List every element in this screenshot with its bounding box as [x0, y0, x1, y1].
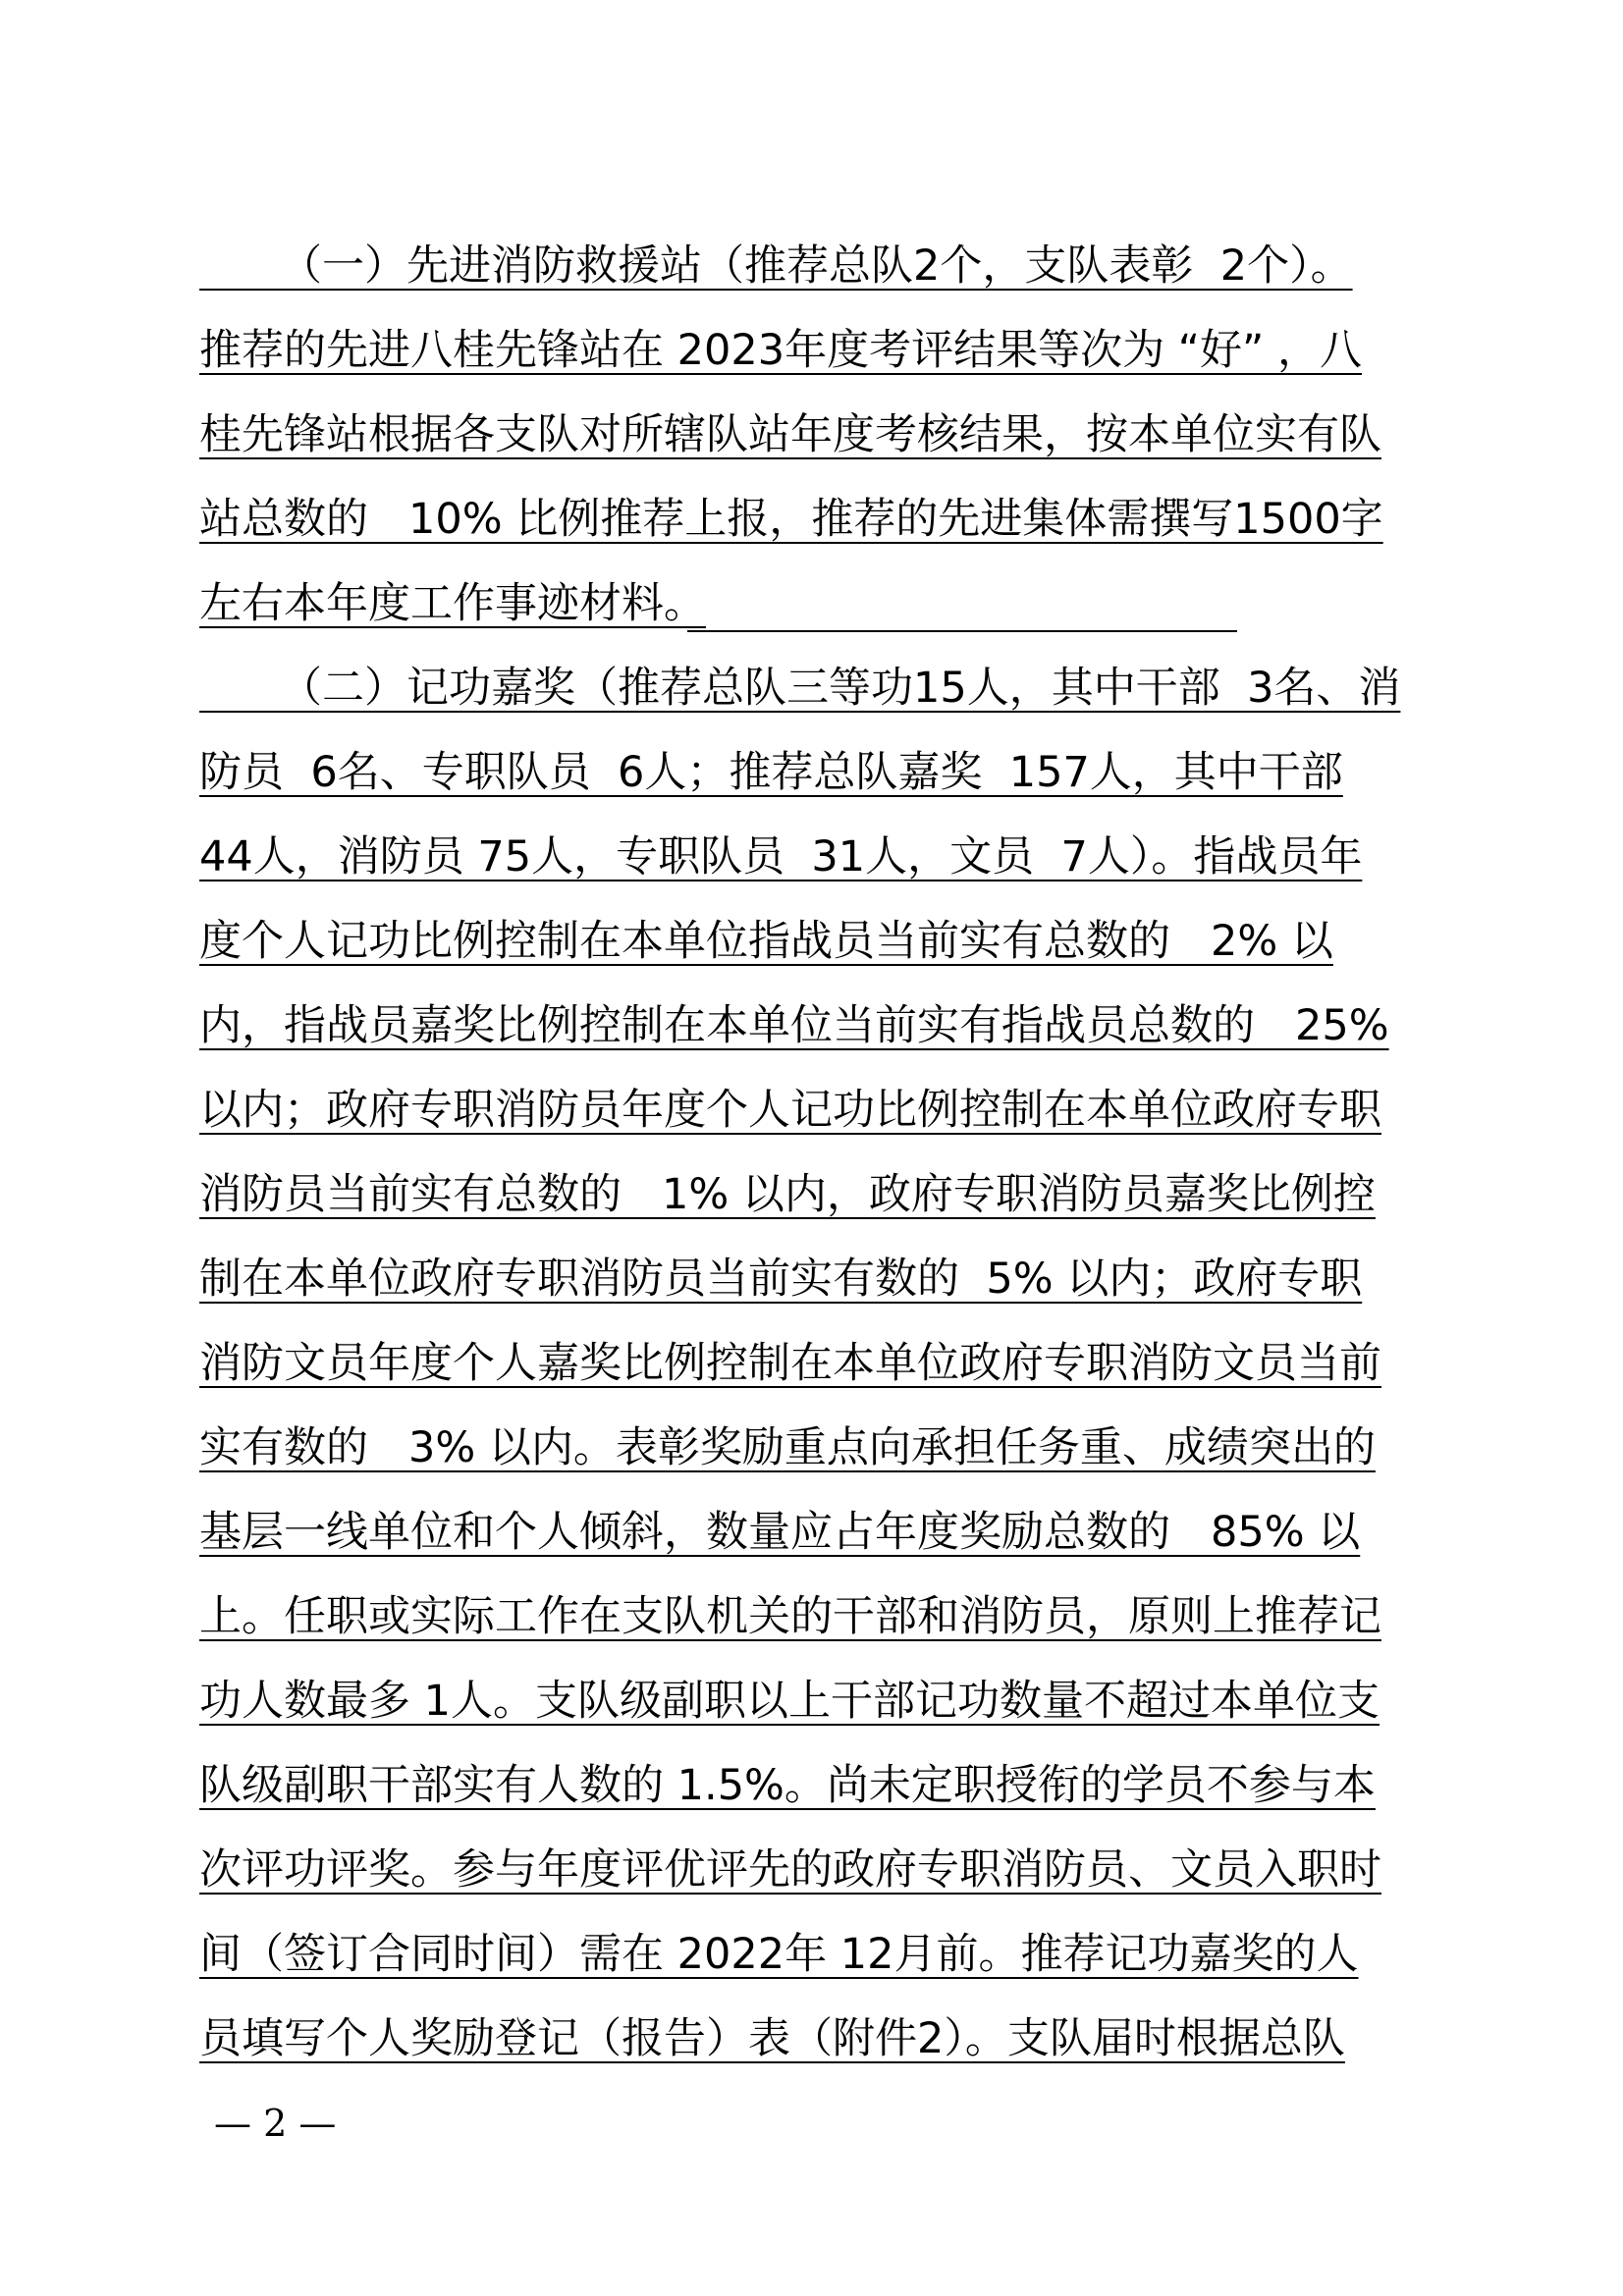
text-line-3: 桂先锋站根据各支队对所辖队站年度考核结果，按本单位实有队 — [199, 410, 1381, 459]
underline-filler — [687, 630, 1237, 632]
text-line-11: 以内；政府专职消防员年度个人记功比例控制在本单位政府专职 — [199, 1086, 1381, 1135]
text-line-9: 度个人记功比例控制在本单位指战员当前实有总数的 2% 以 — [199, 917, 1333, 966]
text-line-20: 次评功评奖。参与年度评优评先的政府专职消防员、文员入职时 — [199, 1845, 1381, 1895]
text-line-15: 实有数的 3% 以内。表彰奖励重点向承担任务重、成绩突出的 — [199, 1423, 1376, 1472]
page-number: — 2 — — [214, 2102, 337, 2145]
text-line-13: 制在本单位政府专职消防员当前实有数的 5% 以内；政府专职 — [199, 1255, 1363, 1304]
text-line-12: 消防员当前实有总数的 1% 以内，政府专职消防员嘉奖比例控 — [199, 1170, 1376, 1219]
text-line-21: 间（签订合同时间）需在 2022年 12月前。推荐记功嘉奖的人 — [199, 1930, 1359, 1979]
text-line-8: 44人，消防员 75人，专职队员 31人，文员 7人）。指战员年 — [199, 832, 1363, 881]
text-line-5: 左右本年度工作事迹材料。 — [199, 579, 706, 628]
text-line-14: 消防文员年度个人嘉奖比例控制在本单位政府专职消防文员当前 — [199, 1339, 1381, 1388]
text-line-10: 内，指战员嘉奖比例控制在本单位当前实有指战员总数的 25% — [199, 1001, 1389, 1050]
text-line-4: 站总数的 10% 比例推荐上报，推荐的先进集体需撰写1500字 — [199, 495, 1383, 544]
text-line-7: 防员 6名、专职队员 6人；推荐总队嘉奖 157人，其中干部 — [199, 748, 1343, 797]
text-line-19: 队级副职干部实有人数的 1.5%。尚未定职授衔的学员不参与本 — [199, 1761, 1376, 1810]
text-line-2: 推荐的先进八桂先锋站在 2023年度考评结果等次为 “好” ，八 — [199, 326, 1362, 375]
text-line-1: （一）先进消防救援站（推荐总队2个，支队表彰 2个）。 — [199, 241, 1353, 291]
text-line-6: （二）记功嘉奖（推荐总队三等功15人，其中干部 3名、消 — [199, 664, 1401, 713]
text-line-18: 功人数最多 1人。支队级副职以上干部记功数量不超过本单位支 — [199, 1677, 1380, 1726]
text-line-16: 基层一线单位和个人倾斜，数量应占年度奖励总数的 85% 以 — [199, 1508, 1361, 1557]
text-line-17: 上。任职或实际工作在支队机关的干部和消防员，原则上推荐记 — [199, 1592, 1381, 1641]
text-line-22: 员填写个人奖励登记（报告）表（附件2）。支队届时根据总队 — [199, 2014, 1345, 2063]
